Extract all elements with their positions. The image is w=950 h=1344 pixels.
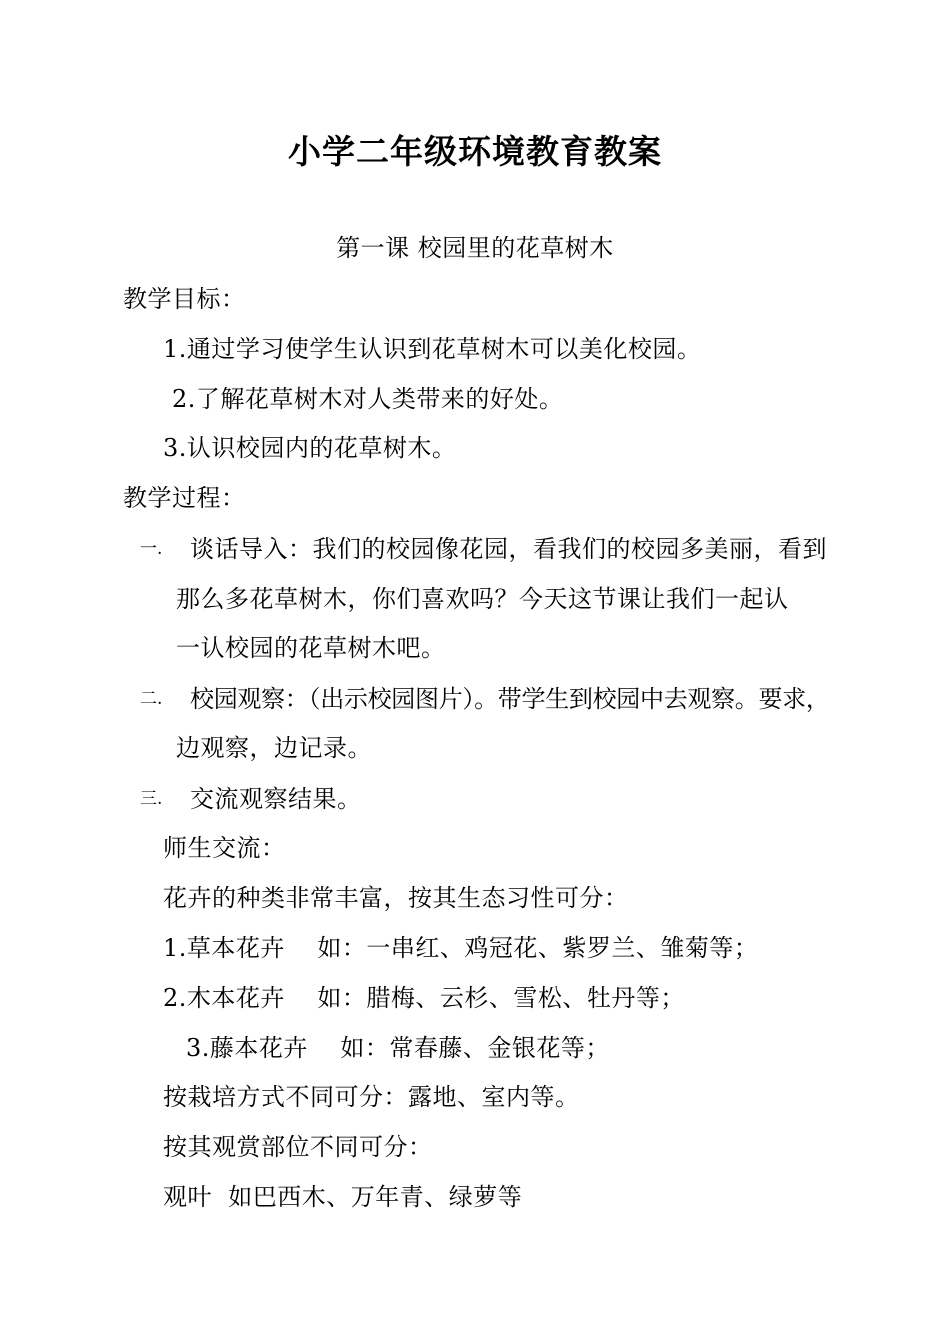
discussion-line: 2.木本花卉 如：腊梅、云杉、雪松、牡丹等；: [163, 984, 685, 1012]
discussion-line: 观叶 如巴西木、万年青、绿萝等: [163, 1183, 523, 1211]
objective-item: 1.通过学习使学生认识到花草树木可以美化校园。: [163, 335, 702, 363]
step-text-line: 一认校园的花草树木吧。: [176, 634, 446, 662]
step-text-line: 交流观察结果。: [190, 785, 362, 813]
discussion-line: 花卉的种类非常丰富，按其生态习性可分：: [163, 884, 629, 912]
step-marker: 一.: [140, 539, 163, 559]
step-text-line: 谈话导入：我们的校园像花园，看我们的校园多美丽，看到: [190, 535, 827, 563]
step-text-line: 校园观察：（出示校园图片）。带学生到校园中去观察。要求，: [190, 685, 830, 713]
process-heading: 教学过程：: [123, 484, 246, 512]
discussion-line: 按栽培方式不同可分：露地、室内等。: [163, 1083, 580, 1111]
discussion-line: 1.草本花卉 如：一串红、鸡冠花、紫罗兰、雏菊等；: [163, 934, 759, 962]
objective-item: 2.了解花草树木对人类带来的好处。: [172, 385, 564, 413]
discussion-line: 3.藤本花卉 如：常春藤、金银花等；: [186, 1034, 610, 1062]
step-text-line: 那么多花草树木，你们喜欢吗？今天这节课让我们一起认: [176, 585, 789, 613]
objective-item: 3.认识校园内的花草树木。: [163, 434, 457, 462]
step-marker: 三.: [140, 789, 163, 809]
step-text-line: 边观察，边记录。: [176, 734, 372, 762]
lesson-title: 第一课 校园里的花草树木: [336, 234, 614, 262]
document-title: 小学二年级环境教育教案: [288, 132, 662, 171]
discussion-line: 按其观赏部位不同可分：: [163, 1133, 433, 1161]
objectives-heading: 教学目标：: [123, 285, 246, 313]
discussion-line: 师生交流：: [163, 834, 286, 862]
step-marker: 二.: [140, 689, 163, 709]
